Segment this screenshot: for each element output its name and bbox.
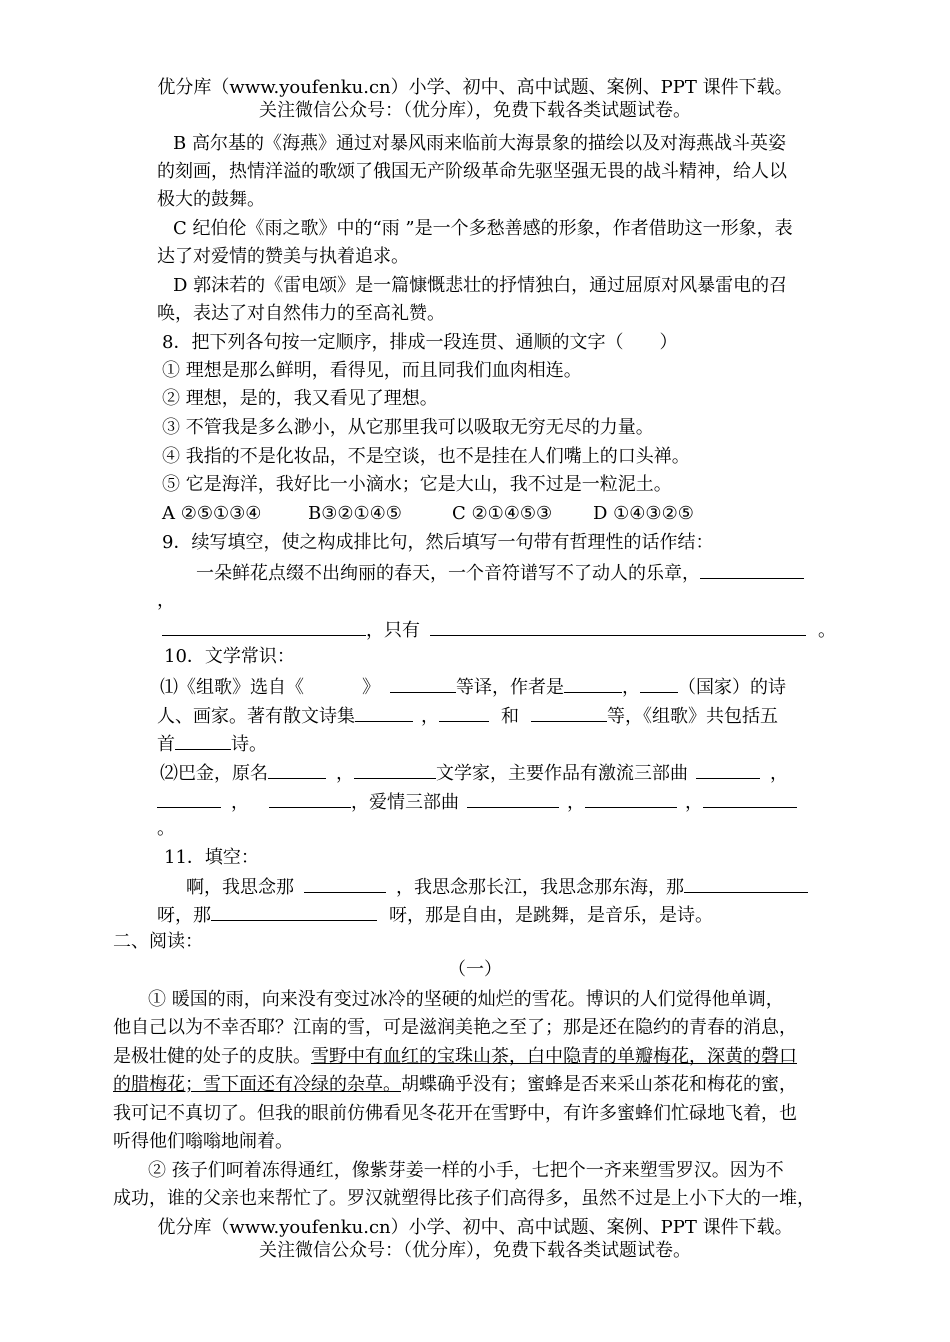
q8-sentence-1: ① 理想是那么鲜明，看得见，而且同我们血肉相连。 (162, 360, 582, 381)
q11-text-1b: ，我思念那长江，我思念那东海，那 (396, 877, 684, 898)
q9-line-3 (162, 617, 836, 643)
q8-sentence-3: ③ 不管我是多么渺小，从它那里我可以吸取无穷无尽的力量。 (162, 417, 654, 438)
q10-blank-3[interactable] (640, 674, 678, 693)
reading-p2-line-2: 成功，谁的父亲也来帮忙了。罗汉就塑得比孩子们高得多，虽然不过是上小下大的一堆， (113, 1188, 815, 1209)
q10-line-5 (157, 789, 797, 815)
q8-sentence-4: ④ 我指的不是化妆品，不是空谈，也不是挂在人们嘴上的口头禅。 (162, 446, 690, 467)
q11-blank-2[interactable] (684, 874, 808, 893)
q10-blank-9[interactable] (354, 760, 436, 779)
q10-line-4 (160, 760, 788, 786)
q11-line-2 (157, 902, 713, 928)
reading-p2-line-1: ② 孩子们呵着冻得通红，像紫芽姜一样的小手，七把个一齐来塑雪罗汉。因为不 (148, 1160, 784, 1181)
reading-p1-line-3 (113, 1045, 797, 1069)
footer-line-1: 优分库（www.youfenku.cn）小学、初中、高中试题、案例、PPT 课件下载。 (157, 1217, 793, 1238)
q10-line-2 (157, 703, 778, 729)
reading-p1-line-4 (113, 1073, 797, 1097)
reading-section-title: 二、阅读： (113, 931, 203, 952)
q8-option-b: B③②①④⑤ (308, 503, 402, 524)
q11-blank-1[interactable] (304, 874, 386, 893)
reading-p1-underlined-4: 的腊梅花；雪下面还有冷绿的杂草。 (113, 1074, 401, 1095)
q10-blank-14[interactable] (585, 789, 677, 808)
q9-comma: ， (157, 590, 175, 611)
q9-blank-2[interactable] (162, 617, 366, 636)
q10-text-5d: ， (685, 792, 703, 813)
q10-blank-4[interactable] (355, 703, 413, 722)
q9-end: 。 (818, 620, 836, 641)
q10-blank-15[interactable] (703, 789, 797, 808)
q10-text-1c: 等译，作者是 (456, 677, 564, 698)
q10-blank-6[interactable] (531, 703, 607, 722)
q10-text-1b: 》 (362, 677, 380, 698)
q10-text-2a: 人、画家。著有散文诗集 (157, 706, 355, 727)
q10-text-4b: ， (336, 763, 354, 784)
q10-stem: 10．文学常识： (164, 646, 295, 667)
q9-stem: 9．续写填空，使之构成排比句，然后填写一句带有哲理性的话作结： (162, 532, 714, 553)
q10-text-1a: ⑴《组歌》选自《 (160, 677, 304, 698)
q10-blank-5[interactable] (439, 703, 489, 722)
q11-line-1 (186, 874, 808, 900)
q10-line-3 (157, 731, 267, 757)
q11-stem: 11．填空： (164, 847, 259, 868)
q10-text-2c: 和 (501, 706, 519, 727)
q10-text-3a: 首 (157, 734, 175, 755)
q7-option-b-line-2: 的刻画，热情洋溢的歌颂了俄国无产阶级革命先驱坚强无畏的战斗精神，给人以 (157, 161, 787, 182)
q10-blank-8[interactable] (268, 760, 326, 779)
reading-p1-line-2: 他自己以为不幸否耶？江南的雪，可是滋润美艳之至了；那是还在隐约的青春的消息， (113, 1017, 797, 1038)
reading-p1-line-1: ① 暖国的雨，向来没有变过冰冷的坚硬的灿烂的雪花。博识的人们觉得他单调， (148, 989, 784, 1010)
q11-text-2a: 呀，那 (157, 905, 211, 926)
reading-p1-underlined-3: 雪野中有血红的宝珠山茶，白中隐青的单瓣梅花，深黄的磬口 (311, 1046, 797, 1067)
header-line-2: 关注微信公众号：（优分库），免费下载各类试题试卷。 (259, 100, 691, 121)
q8-option-a: A ②⑤①③④ (162, 503, 262, 524)
q7-option-d-line-2: 唤，表达了对自然伟力的至高礼赞。 (157, 303, 445, 324)
q10-text-2d: 等，《组歌》共包括五 (607, 706, 778, 727)
q10-text-4c: 文学家，主要作品有激流三部曲 (436, 763, 688, 784)
q11-text-2b: 呀，那是自由，是跳舞，是音乐，是诗。 (389, 905, 713, 926)
q10-text-5c: ， (567, 792, 585, 813)
reading-p1-line-6: 听得他们嗡嗡地闹着。 (113, 1131, 293, 1152)
q10-text-2b: ， (421, 706, 439, 727)
q7-option-b-line-3: 极大的鼓舞。 (157, 189, 265, 210)
reading-p1-text-4b: 胡蝶确乎没有；蜜蜂是否来采山茶花和梅花的蜜， (401, 1074, 797, 1095)
q10-blank-12[interactable] (269, 789, 351, 808)
q10-text-1d: ， (622, 677, 640, 698)
q7-option-d-line-1: D 郭沫若的《雷电颂》是一篇慷慨悲壮的抒情独白，通过屈原对风暴雷电的召 (173, 275, 788, 296)
q8-sentence-5: ⑤ 它是海洋，我好比一小滴水；它是大山，我不过是一粒泥土。 (162, 474, 672, 495)
q11-blank-3[interactable] (211, 902, 377, 921)
q7-option-c-line-2: 达了对爱情的赞美与执着追求。 (157, 246, 409, 267)
footer-line-2: 关注微信公众号：（优分库），免费下载各类试题试卷。 (259, 1240, 691, 1261)
q10-blank-1[interactable] (390, 674, 456, 693)
q9-line-1 (196, 560, 804, 586)
q10-blank-7[interactable] (175, 731, 231, 750)
q10-blank-10[interactable] (696, 760, 760, 779)
q9-text-1: 一朵鲜花点缀不出绚丽的春天，一个音符谱写不了动人的乐章， (196, 563, 700, 584)
q7-option-c-line-1: C 纪伯伦《雨之歌》中的“雨 ”是一个多愁善感的形象，作者借助这一形象，表 (173, 218, 793, 239)
reading-p1-line-5: 我可记不真切了。但我的眼前仿佛看见冬花开在雪野中，有许多蜜蜂们忙碌地飞着，也 (113, 1103, 797, 1124)
q9-only-text: ，只有 (366, 620, 420, 641)
q10-text-4d: ， (770, 763, 788, 784)
q10-text-1e: （国家）的诗 (678, 677, 786, 698)
q10-text-5b: ，爱情三部曲 (351, 792, 459, 813)
q9-blank-1[interactable] (700, 560, 804, 579)
q10-text-4a: ⑵巴金，原名 (160, 763, 268, 784)
q11-text-1a: 啊，我思念那 (186, 877, 294, 898)
q10-blank-2[interactable] (564, 674, 622, 693)
q10-blank-11[interactable] (157, 789, 221, 808)
q9-blank-3[interactable] (430, 617, 806, 636)
reading-part-title: （一） (448, 959, 502, 980)
reading-p1-text-3a: 是极壮健的处子的皮肤。 (113, 1046, 311, 1067)
q10-text-5a: ， (231, 792, 249, 813)
q10-text-3b: 诗。 (231, 734, 267, 755)
q10-end: 。 (157, 818, 175, 839)
q8-option-d: D ①④③②⑤ (593, 503, 694, 524)
q10-line-1 (160, 674, 786, 700)
header-line-1: 优分库（www.youfenku.cn）小学、初中、高中试题、案例、PPT 课件下载。 (157, 77, 793, 98)
q7-option-b-line-1: B 高尔基的《海燕》通过对暴风雨来临前大海景象的描绘以及对海燕战斗英姿 (173, 133, 786, 154)
q8-stem: 8．把下列各句按一定顺序，排成一段连贯、通顺的文字（ ） (162, 332, 678, 353)
q8-sentence-2: ② 理想，是的，我又看见了理想。 (162, 388, 438, 409)
q8-option-c: C ②①④⑤③ (452, 503, 553, 524)
q10-blank-13[interactable] (467, 789, 559, 808)
